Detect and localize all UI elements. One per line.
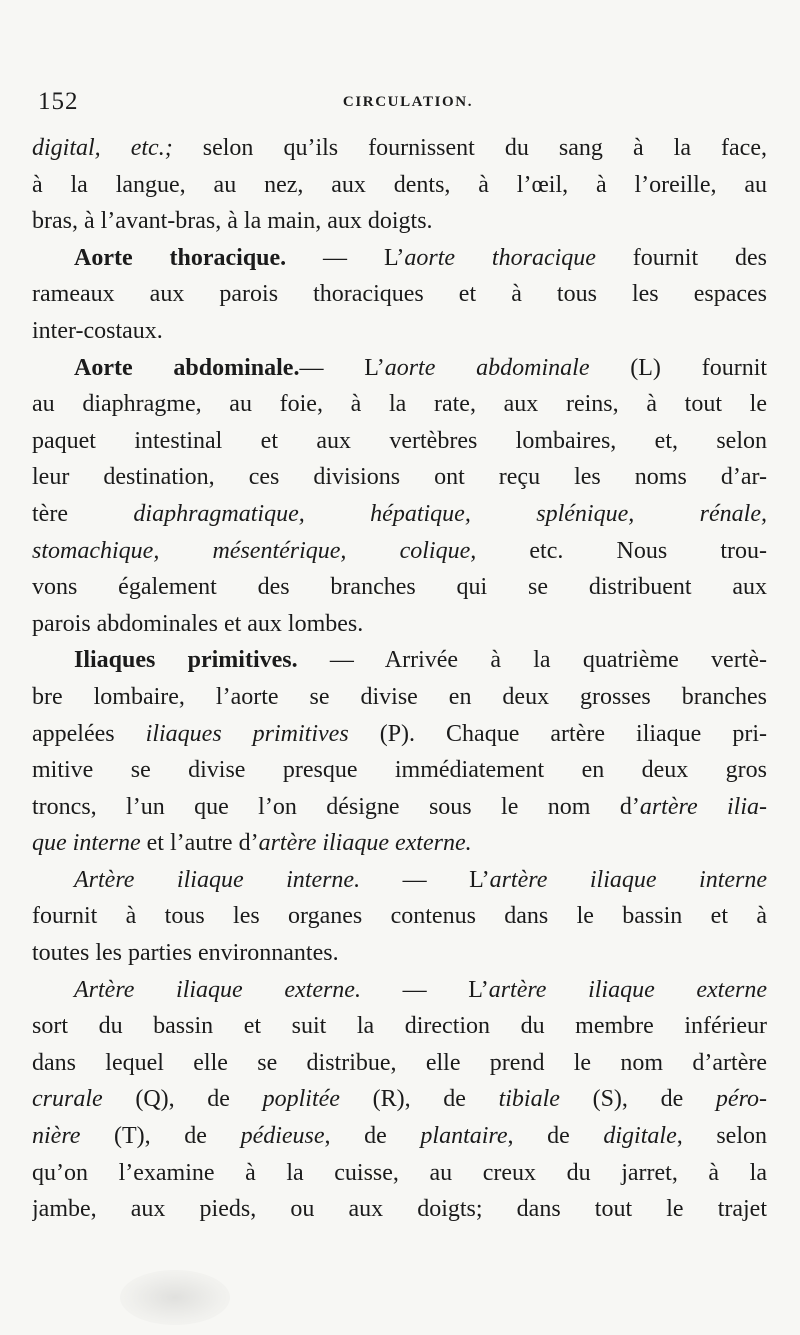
text-line [32,1045,767,1082]
text-run: et l’autre d’ [140,830,259,857]
page-header [38,88,778,118]
text-run: mitive se divise presque immédiatement en deux gros [32,757,767,784]
text-run: bre lombaire, l’aorte se divise en deux grosses branches [32,683,767,710]
text-line [32,203,767,240]
text-run: , de [507,1123,604,1150]
italic-term: que interne [32,830,141,857]
text-run: rameaux aux parois thoraciques et à tous les espaces [32,281,767,308]
text-line [32,1118,767,1155]
text-line [32,423,767,460]
text-line [32,533,767,570]
text-line [32,313,767,350]
text-line [32,642,767,679]
section-heading: Iliaques primitives. [74,647,298,674]
text-run: (T), de [80,1123,241,1150]
italic-term: iliaques primitives [145,720,349,747]
text-line [32,496,767,533]
text-line [32,972,767,1009]
text-run: etc. Nous trou- [476,537,767,564]
section-heading: Aorte thoracique. [74,244,287,271]
text-line [32,862,767,899]
text-run: fournit à tous les organes contenus dans le bassin et à [32,903,767,930]
italic-term: tibiale [498,1086,560,1113]
text-line [32,130,767,167]
text-run: dans lequel elle se distribue, elle prend le nom d’artère [32,1049,767,1076]
text-line [32,240,767,277]
text-line [32,716,767,753]
text-run: , selon [676,1123,767,1150]
text-line [32,898,767,935]
text-run: inter-costaux. [32,317,163,344]
text-line [32,1008,767,1045]
text-line [32,935,767,972]
italic-term: stomachique, mésentérique, colique, [32,537,477,564]
text-line [32,606,767,643]
text-run: — Arrivée à la quatrième vertè- [297,647,767,674]
italic-term: artère iliaque externe. [258,830,472,857]
text-run: — L’ [286,244,405,271]
text-line [32,789,767,826]
section-heading: Aorte abdominale. [74,354,300,381]
text-run: leur destination, ces divisions ont reçu les noms d’ar- [32,464,767,491]
body-text [32,130,767,1228]
text-run: qu’on l’examine à la cuisse, au creux du jarret, à la [32,1159,767,1186]
italic-term: artère iliaque externe [488,976,767,1003]
text-run: (R), de [339,1086,499,1113]
text-run: bras, à l’avant-bras, à la main, aux doigts. [32,208,433,235]
page-number: 152 [38,88,79,115]
text-line [32,459,767,496]
italic-term: artère ilia- [639,793,767,820]
ink-smudge [120,1270,230,1325]
italic-term: digital, etc.; [32,135,173,161]
italic-term: aorte abdominale [384,354,590,381]
italic-term: Artère iliaque externe. [74,976,361,1003]
text-run: au diaphragme, au foie, à la rate, aux reins, à tout le [32,391,767,418]
text-line [32,276,767,313]
text-run: fournit des [595,244,767,271]
text-run: — L’ [360,866,490,893]
text-run: paquet intestinal et aux vertèbres lombaires, et, selon [32,427,767,454]
text-run: jambe, aux pieds, ou aux doigts; dans tout le trajet [32,1196,767,1223]
text-run: , de [324,1123,421,1150]
text-line [32,386,767,423]
italic-term: crurale [32,1086,103,1113]
text-run: vons également des branches qui se distribuent aux [32,574,767,601]
text-run: troncs, l’un que l’on désigne sous le nom d’ [32,793,640,820]
text-run: toutes les parties environnantes. [32,940,339,967]
text-run: tère [32,500,134,527]
italic-term: digitale [603,1123,677,1150]
text-line [32,825,767,862]
text-line [32,1081,767,1118]
text-line [32,569,767,606]
italic-term: nière [32,1123,81,1150]
running-title: CIRCULATION. [342,94,474,110]
text-run: sort du bassin et suit la direction du membre inférieur [32,1013,767,1040]
text-run: parois abdominales et aux lombes. [32,610,364,637]
italic-term: diaphragmatique, hépatique, splénique, rénale, [133,500,767,527]
text-run: à la langue, au nez, aux dents, à l’œil, à l’oreille, au [32,171,767,198]
italic-term: plantaire [420,1123,508,1150]
text-line [32,1191,767,1228]
text-line [32,752,767,789]
text-run: (P). Chaque artère iliaque pri- [348,720,767,747]
text-run: (L) fournit [589,354,767,381]
text-line [32,350,767,387]
text-line [32,1155,767,1192]
italic-term: poplitée [262,1086,340,1113]
text-run: selon qu’ils fournissent du sang à la face, [172,135,767,161]
text-line [32,167,767,204]
text-run: (S), de [559,1086,716,1113]
italic-term: Artère iliaque interne. [74,866,361,893]
italic-term: artère iliaque interne [489,866,767,893]
italic-term: aorte thoracique [404,244,596,271]
text-run: — L’ [360,976,489,1003]
text-run: (Q), de [102,1086,263,1113]
text-run: appelées [32,720,146,747]
text-line [32,679,767,716]
italic-term: pédieuse [240,1123,325,1150]
italic-term: péro- [715,1086,767,1113]
text-run: — L’ [299,354,385,381]
